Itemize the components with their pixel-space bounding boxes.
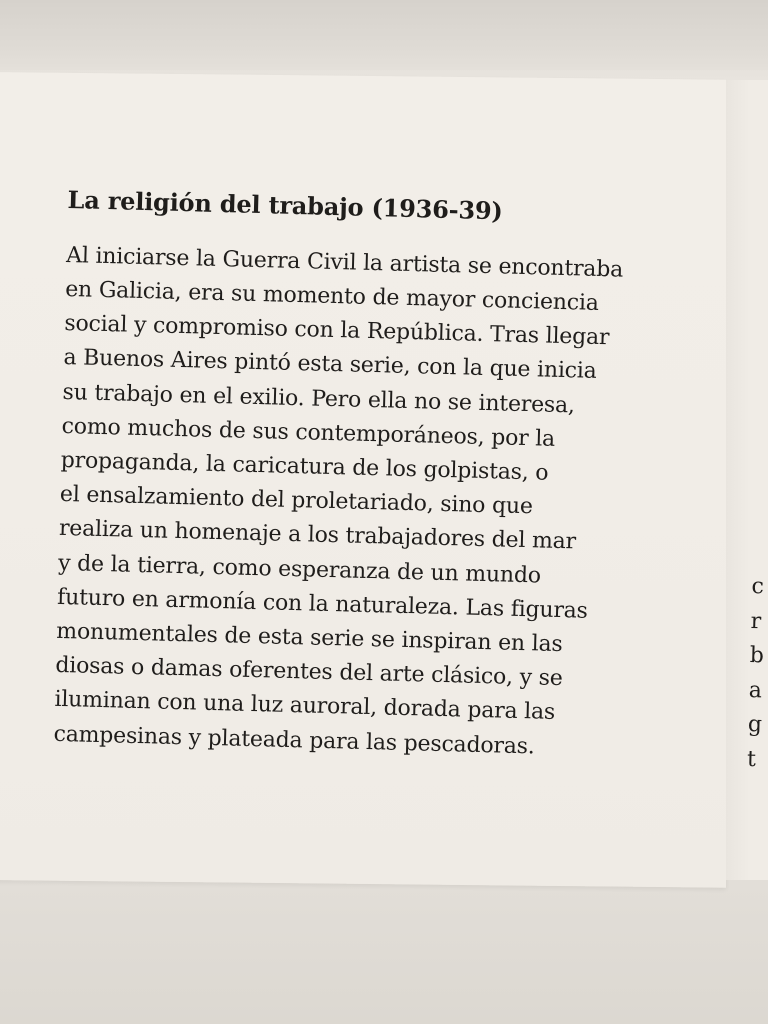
placard-line: monumentales de esta serie se inspiran en las bbox=[56, 618, 563, 658]
cropped-letter: r bbox=[750, 608, 762, 634]
placard-line: su trabajo en el exilio. Pero ella no se interesa, bbox=[62, 379, 576, 418]
placard-line: y de la tierra, como esperanza de un mundo bbox=[57, 550, 542, 589]
placard-text bbox=[53, 186, 708, 768]
placard-line: propaganda, la caricatura de los golpistas, o bbox=[60, 447, 549, 486]
wall-top-shadow bbox=[0, 0, 768, 70]
placard-line: como muchos de sus contemporáneos, por la bbox=[61, 413, 556, 452]
cropped-letter: a bbox=[748, 677, 763, 703]
placard-title: La religión del trabajo (1936-39) bbox=[67, 185, 503, 226]
placard-line: campesinas y plateada para las pescadoras. bbox=[53, 721, 535, 760]
placard-line: Al iniciarse la Guerra Civil la artista se encontraba bbox=[65, 242, 624, 283]
wall-bottom bbox=[0, 880, 768, 1024]
placard-line: social y compromiso con la República. Tras llegar bbox=[64, 311, 610, 351]
cropped-letter: c bbox=[751, 573, 765, 600]
placard-line: a Buenos Aires pintó esta serie, con la que inicia bbox=[63, 345, 597, 385]
cropped-letter: b bbox=[749, 642, 765, 669]
placard-line: futuro en armonía con la naturaleza. Las figuras bbox=[56, 584, 589, 624]
placard-line: diosas o damas oferentes del arte clásico, y se bbox=[55, 653, 563, 692]
placard-line: en Galicia, era su momento de mayor conciencia bbox=[64, 276, 599, 316]
placard-line: realiza un homenaje a los trabajadores del mar bbox=[58, 516, 577, 555]
placard-line: el ensalzamiento del proletariado, sino que bbox=[59, 482, 534, 520]
cropped-letter: t bbox=[746, 746, 757, 772]
placard-line: iluminan con una luz auroral, dorada para las bbox=[54, 687, 556, 726]
cropped-letter: g bbox=[747, 711, 763, 738]
